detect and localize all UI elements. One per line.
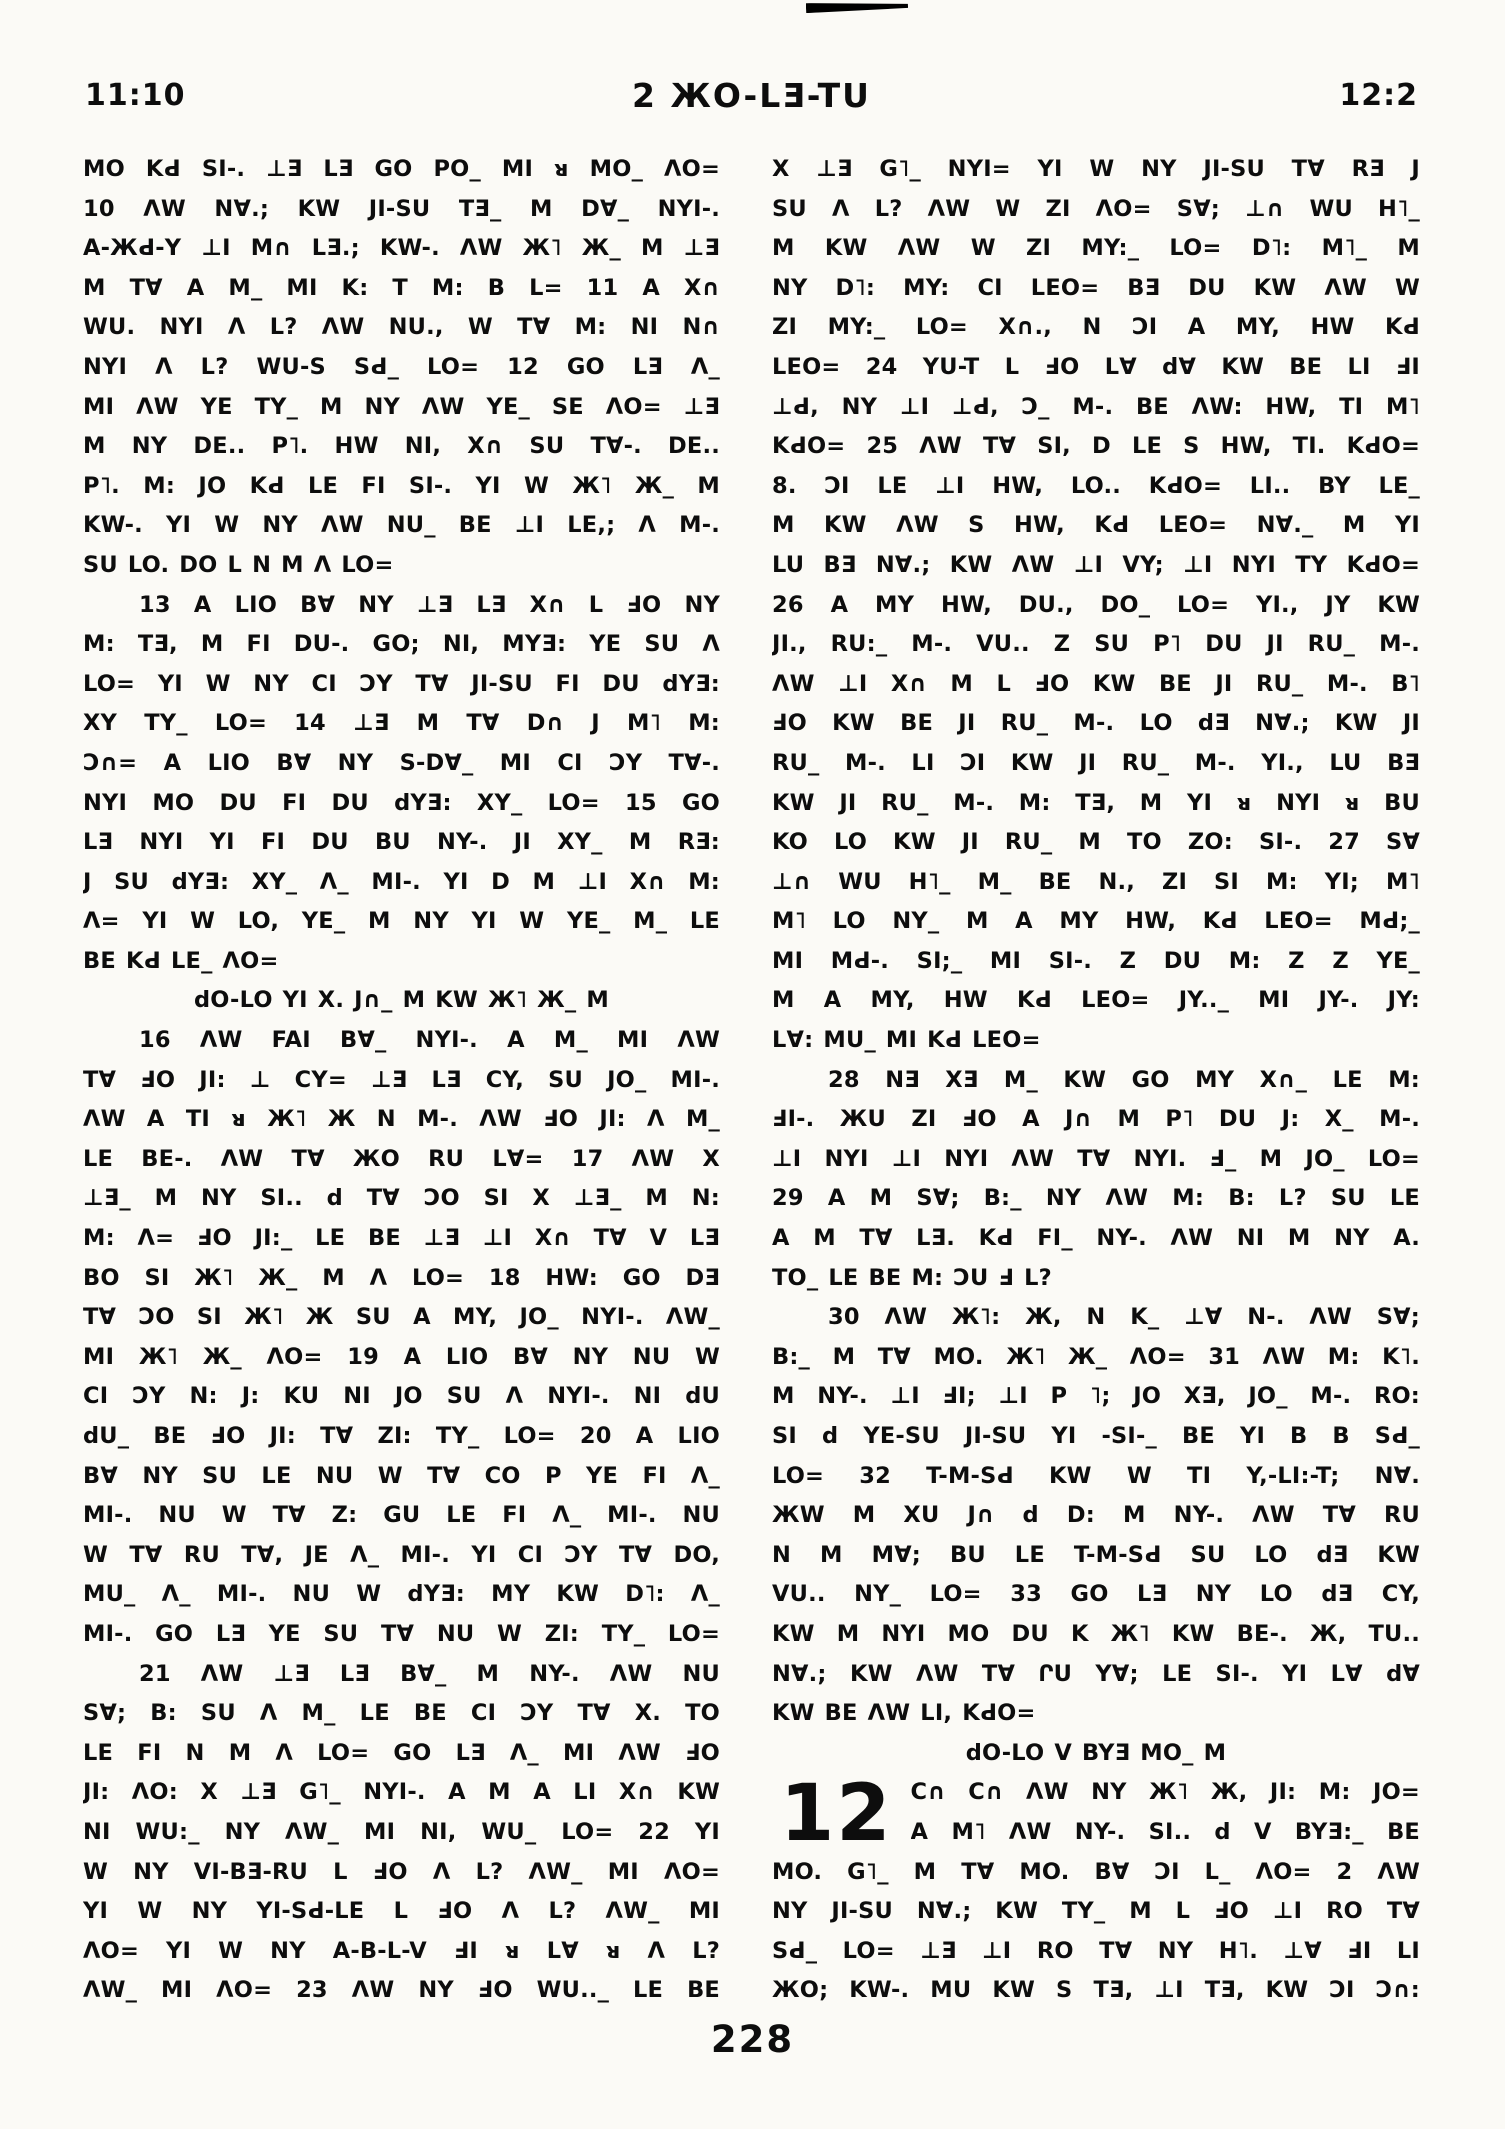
- text-line: LEO= 24 YU-T L ℲO L∀ d∀ KW BE LI ℲI: [772, 353, 1420, 380]
- text-line: SԀ_ LO= ⊥Ǝ ⊥I RO T∀ NY H˥. ⊥∀ ℲI LI: [772, 1937, 1420, 1964]
- text-line: LƎ NYI YI FI DU BU NY-. JI XY_ M RƎ:: [83, 829, 720, 856]
- right-text-column: [772, 150, 1420, 2011]
- text-line: 16 ΛW FAI B∀_ NYI-. A M_ MI ΛW: [139, 1027, 720, 1054]
- text-line: L∀: MU_ MI KԀ LEO=: [772, 1027, 1041, 1054]
- text-line: ЖO; KW-. MU KW S TƎ, ⊥I TƎ, KW ƆI Ɔ∩:: [772, 1977, 1420, 2004]
- text-line: M NY-. ⊥I ℲI; ⊥I P ˥; JO XƎ, JO_ M-. RO:: [772, 1383, 1420, 1410]
- text-line: SI d YE-SU JI-SU YI -SI-_ BE YI B B SԀ_: [772, 1423, 1420, 1449]
- chapter-number: 12: [780, 1769, 893, 1860]
- text-line: M T∀ A M_ MI K: T M: B L= 11 A X∩: [83, 274, 720, 301]
- text-line: ZI MY:_ LO= X∩., N ƆI A MY, HW KԀ: [772, 314, 1420, 341]
- running-head-title: 2 ЖO-LƎ-TU: [632, 76, 871, 115]
- page-number: 228: [710, 2018, 795, 2061]
- text-line: T∀ ℲO JI: ⊥ CY= ⊥Ǝ LƎ CY, SU JO_ MI-.: [83, 1066, 720, 1093]
- text-line: KW JI RU_ M-. M: TƎ, M YI ᴚ NYI ᴚ BU: [772, 789, 1420, 816]
- text-line: MI Ж˥ Ж_ ΛO= 19 A LIO B∀ NY NU W: [83, 1343, 720, 1370]
- text-line: ⊥∩ WU H˥_ M_ BE N., ZI SI M: YI; M˥: [772, 868, 1420, 895]
- text-line: MI ΛW YE TY_ M NY ΛW YE_ SE ΛO= ⊥Ǝ: [83, 393, 720, 420]
- text-line: ΛW ⊥I X∩ M L ℲO KW BE JI RU_ M-. B˥: [772, 670, 1420, 697]
- text-line: CI ƆY N: J: KU NI JO SU Λ NYI-. NI dU: [83, 1383, 720, 1410]
- text-line: X ⊥Ǝ G˥_ NYI= YI W NY JI-SU T∀ RƎ J: [772, 156, 1420, 182]
- text-line: MU_ Λ_ MI-. NU W dYƎ: MY KW D˥: Λ_: [83, 1581, 720, 1608]
- ink-smudge-artifact: [806, 1, 908, 13]
- text-line: BE KԀ LE_ ΛO=: [83, 947, 279, 974]
- text-line: KW-. YI W NY ΛW NU_ BE ⊥I LE,; Λ M-.: [83, 512, 720, 539]
- text-line: ℲI-. ЖU ZI ℲO A J∩ M P˥ DU J: X_ M-.: [772, 1106, 1420, 1133]
- text-line: M A MY, HW KԀ LEO= JY.._ MI JY-. JY:: [772, 987, 1420, 1014]
- text-line: SU Λ L? ΛW W ZI ΛO= S∀; ⊥∩ WU H˥_: [772, 195, 1420, 222]
- text-line: N M M∀; BU LE T-M-SԀ SU LO dƎ KW: [772, 1541, 1420, 1568]
- text-line: C∩ C∩ ΛW NY Ж˥ Ж, JI: M: JO=: [910, 1779, 1420, 1806]
- text-line: dU_ BE ℲO JI: T∀ ZI: TY_ LO= 20 A LIO: [83, 1423, 720, 1449]
- text-line: JI: ΛO: X ⊥Ǝ G˥_ NYI-. A M A LI X∩ KW: [83, 1779, 720, 1806]
- text-line: ΛO= YI W NY A-B-L-V ℲI ᴚ L∀ ᴚ Λ L?: [83, 1937, 720, 1964]
- chapter-start-block: [772, 1769, 1420, 1860]
- text-line: ℲO KW BE JI RU_ M-. LO dƎ N∀.; KW JI: [772, 710, 1420, 737]
- text-line: M: Λ= ℲO JI:_ LE BE ⊥Ǝ ⊥I X∩ T∀ V LƎ: [83, 1225, 720, 1252]
- text-line: MI-. NU W T∀ Z: GU LE FI Λ_ MI-. NU: [83, 1502, 720, 1529]
- text-line: A M˥ ΛW NY-. SI.. d V BYƎ:_ BE: [910, 1818, 1420, 1845]
- verse-reference-right: 12:2: [1339, 78, 1418, 113]
- text-line: 29 A M S∀; B:_ NY ΛW M: B: L? SU LE: [772, 1185, 1420, 1212]
- text-line: A-ЖԀ-Y ⊥I M∩ LƎ.; KW-. ΛW Ж˥ Ж_ M ⊥Ǝ: [83, 235, 720, 262]
- text-line: ⊥Ԁ, NY ⊥I ⊥Ԁ, Ɔ_ M-. BE ΛW: HW, TI M˥: [772, 393, 1420, 420]
- section-heading: dO-LO V BYƎ MO_ M: [965, 1739, 1227, 1766]
- text-line: Λ= YI W LO, YE_ M NY YI W YE_ M_ LE: [83, 908, 720, 935]
- text-line: JI., RU:_ M-. VU.. Z SU P˥ DU JI RU_ M-.: [772, 631, 1420, 658]
- text-line: BO SI Ж˥ Ж_ M Λ LO= 18 HW: GO DƎ: [83, 1264, 720, 1291]
- text-line: ΛW_ MI ΛO= 23 ΛW NY ℲO WU.._ LE BE: [83, 1977, 720, 2004]
- text-line: 21 ΛW ⊥Ǝ LƎ B∀_ M NY-. ΛW NU: [139, 1660, 720, 1687]
- text-line: MI MԀ-. SI;_ MI SI-. Z DU M: Z Z YE_: [772, 947, 1420, 974]
- section-heading: dO-LO YI X. J∩_ M KW Ж˥ Ж_ M: [194, 987, 609, 1014]
- text-line: LU BƎ N∀.; KW ΛW ⊥I VY; ⊥I NYI TY KԀO=: [772, 551, 1420, 578]
- text-line: MI-. GO LƎ YE SU T∀ NU W ZI: TY_ LO=: [83, 1620, 720, 1647]
- verse-reference-left: 11:10: [85, 78, 186, 113]
- text-line: B:_ M T∀ MO. Ж˥ Ж_ ΛO= 31 ΛW M: K˥.: [772, 1343, 1420, 1370]
- text-line: LE FI N M Λ LO= GO LƎ Λ_ MI ΛW ℲO: [83, 1739, 720, 1766]
- text-line: W NY VI-BƎ-RU L ℲO Λ L? ΛW_ MI ΛO=: [83, 1858, 720, 1885]
- text-line: NYI Λ L? WU-S SԀ_ LO= 12 GO LƎ Λ_: [83, 353, 720, 380]
- text-line: M: TƎ, M FI DU-. GO; NI, MYƎ: YE SU Λ: [83, 631, 720, 658]
- text-line: T∀ ƆO SI Ж˥ Ж SU A MY, JO_ NYI-. ΛW_: [83, 1304, 720, 1331]
- text-line: MO KԀ SI-. ⊥Ǝ LƎ GO PO_ MI ᴚ MO_ ΛO=: [83, 156, 720, 182]
- text-line: J SU dYƎ: XY_ Λ_ MI-. YI D M ⊥I X∩ M:: [83, 868, 720, 895]
- text-line: B∀ NY SU LE NU W T∀ CO P YE FI Λ_: [83, 1462, 720, 1489]
- text-line: KW BE ΛW LI, KԀO=: [772, 1700, 1036, 1727]
- text-line: NY D˥: MY: CI LEO= BƎ DU KW ΛW W: [772, 274, 1420, 301]
- text-line: XY TY_ LO= 14 ⊥Ǝ M T∀ D∩ J M˥ M:: [83, 710, 720, 737]
- text-line: NYI MO DU FI DU dYƎ: XY_ LO= 15 GO: [83, 789, 720, 816]
- text-line: ⊥I NYI ⊥I NYI ΛW T∀ NYI. Ⅎ_ M JO_ LO=: [772, 1145, 1420, 1172]
- right-column-upper-lines: [772, 150, 1420, 1773]
- text-line: RU_ M-. LI ƆI KW JI RU_ M-. YI., LU BƎ: [772, 749, 1420, 776]
- text-line: KԀO= 25 ΛW T∀ SI, D LE S HW, TI. KԀO=: [772, 433, 1420, 460]
- text-line: NI WU:_ NY ΛW_ MI NI, WU_ LO= 22 YI: [83, 1818, 720, 1845]
- text-line: N∀.; KW ΛW T∀ ՐU Y∀; LE SI-. YI L∀ d∀: [772, 1660, 1420, 1687]
- text-line: Ɔ∩= A LIO B∀ NY S-D∀_ MI CI ƆY T∀-.: [83, 749, 720, 776]
- text-line: 8. ƆI LE ⊥I HW, LO.. KԀO= LI.. BY LE_: [772, 472, 1420, 499]
- text-line: P˥. M: JO KԀ LE FI SI-. YI W Ж˥ Ж_ M: [83, 472, 720, 499]
- text-line: WU. NYI Λ L? ΛW NU., W T∀ M: NI N∩: [83, 314, 720, 341]
- text-line: MO. G˥_ M T∀ MO. B∀ ƆI L_ ΛO= 2 ΛW: [772, 1858, 1420, 1885]
- text-line: A M T∀ LƎ. KԀ FI_ NY-. ΛW NI M NY A.: [772, 1225, 1420, 1252]
- text-line: LO= 32 T-M-SԀ KW W TI Y,-LI:-T; N∀.: [772, 1462, 1420, 1489]
- text-line: M KW ΛW S HW, KԀ LEO= N∀._ M YI: [772, 512, 1420, 539]
- text-line: S∀; B: SU Λ M_ LE BE CI ƆY T∀ X. TO: [83, 1700, 720, 1727]
- running-header: [85, 78, 1418, 118]
- right-column-lower-lines: [772, 1853, 1420, 2011]
- text-line: ЖW M XU J∩ d D: M NY-. ΛW T∀ RU: [772, 1502, 1420, 1529]
- text-line: 13 A LIO B∀ NY ⊥Ǝ LƎ X∩ L ℲO NY: [139, 591, 720, 618]
- text-line: LO= YI W NY CI ƆY T∀ JI-SU FI DU dYƎ:: [83, 670, 720, 697]
- text-line: ⊥Ǝ_ M NY SI.. d T∀ ƆO SI X ⊥Ǝ_ M N:: [83, 1185, 720, 1212]
- text-line: KW M NYI MO DU K Ж˥ KW BE-. Ж, TU..: [772, 1620, 1420, 1647]
- left-text-column: [83, 150, 720, 2011]
- text-line: NY JI-SU N∀.; KW TY_ M L ℲO ⊥I RO T∀: [772, 1898, 1420, 1925]
- text-line: VU.. NY_ LO= 33 GO LƎ NY LO dƎ CY,: [772, 1581, 1420, 1608]
- text-line: 10 ΛW N∀.; KW JI-SU TƎ_ M D∀_ NYI-.: [83, 195, 720, 222]
- text-columns: [83, 150, 1420, 2011]
- text-line: M NY DE.. P˥. HW NI, X∩ SU T∀-. DE..: [83, 433, 720, 460]
- text-line: M KW ΛW W ZI MY:_ LO= D˥: M˥_ M: [772, 235, 1420, 262]
- text-line: SU LO. DO L N M Λ LO=: [83, 551, 394, 578]
- text-line: YI W NY YI-SԀ-LE L ℲO Λ L? ΛW_ MI: [83, 1898, 720, 1925]
- text-line: M˥ LO NY_ M A MY HW, KԀ LEO= MԀ;_: [772, 908, 1420, 935]
- text-line: W T∀ RU T∀, JE Λ_ MI-. YI CI ƆY T∀ DO,: [83, 1541, 720, 1568]
- text-line: 28 NƎ XƎ M_ KW GO MY X∩_ LE M:: [828, 1066, 1420, 1093]
- text-line: 26 A MY HW, DU., DO_ LO= YI., JY KW: [772, 591, 1420, 618]
- text-line: KO LO KW JI RU_ M TO ZO: SI-. 27 S∀: [772, 829, 1420, 856]
- text-line: ΛW A TI ᴚ Ж˥ Ж N M-. ΛW ℲO JI: Λ M_: [83, 1106, 720, 1133]
- text-line: 30 ΛW Ж˥: Ж, N K_ ⊥∀ N-. ΛW S∀;: [828, 1304, 1420, 1331]
- text-line: LE BE-. ΛW T∀ ЖO RU L∀= 17 ΛW X: [83, 1145, 720, 1172]
- text-line: TO_ LE BE M: ƆU Ⅎ L?: [772, 1264, 1052, 1291]
